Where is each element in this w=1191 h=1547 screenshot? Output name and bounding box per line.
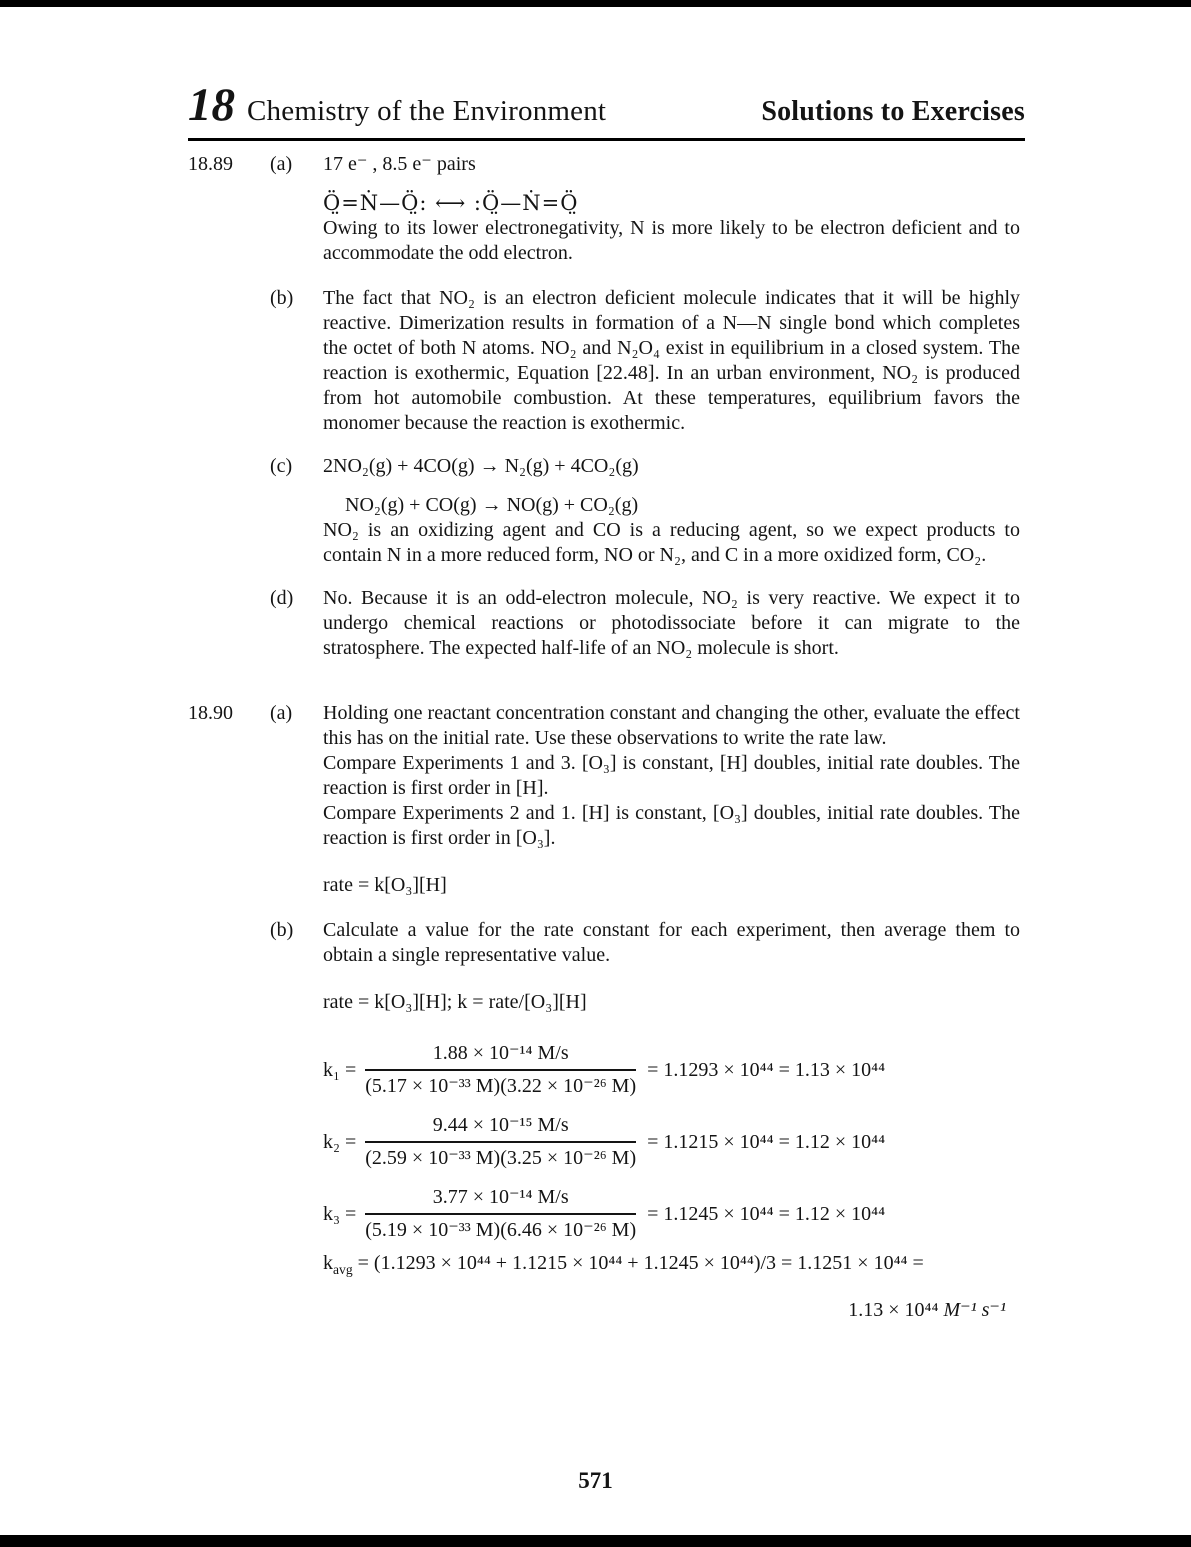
k3-equation — [323, 1185, 1020, 1243]
part-d-content — [323, 586, 1020, 661]
part-label-a: (a) — [270, 702, 293, 724]
k1-denominator: (5.17 × 10⁻³³ M)(3.22 × 10⁻²⁶ M) — [365, 1075, 637, 1097]
problem-1890-part-b — [188, 918, 1022, 1323]
chemical-equation-2: NO₂(g) + CO(g) → NO(g) + CO₂(g) — [345, 494, 639, 516]
part-a-paragraph: Owing to its lower electronegativity, N is more likely to be electron deficient and to accommodate the odd electron. — [323, 217, 1020, 264]
k1-fraction — [365, 1041, 636, 1099]
k2-lhs: k₂ = — [323, 1130, 357, 1153]
k3-fraction — [365, 1185, 636, 1243]
k2-fraction — [365, 1113, 636, 1171]
problem-1890-part-a — [188, 701, 1022, 898]
part-a-paragraph: Holding one reactant concentration constant and changing the other, evaluate the effect this has on the initial rate. Use these observations to write the rate law. — [323, 702, 1020, 749]
solutions-body — [188, 152, 1022, 1323]
problem-1889-part-c — [188, 454, 1022, 568]
part-b-content — [323, 286, 1020, 436]
part-a-content — [323, 701, 1020, 898]
k1-lhs: k₁ = — [323, 1058, 357, 1081]
part-a-content — [323, 152, 1020, 266]
part-c-content — [323, 454, 1020, 568]
k1-numerator: 1.88 × 10⁻¹⁴ M/s — [365, 1041, 636, 1071]
part-label-b: (b) — [270, 919, 294, 941]
k-average-symbol: k — [323, 1252, 333, 1274]
k1-result: = 1.1293 × 10⁴⁴ = 1.13 × 10⁴⁴ — [647, 1058, 886, 1081]
problem-number: 18.90 — [188, 702, 233, 724]
chapter-title: Chemistry of the Environment — [247, 95, 607, 127]
k3-numerator: 3.77 × 10⁻¹⁴ M/s — [365, 1185, 636, 1215]
electron-count-line: 17 e⁻ , 8.5 e⁻ pairs — [323, 153, 476, 175]
chemical-equation-1: 2NO₂(g) + 4CO(g) → N₂(g) + 4CO₂(g) — [323, 455, 639, 477]
k3-result: = 1.1245 × 10⁴⁴ = 1.12 × 10⁴⁴ — [647, 1202, 886, 1225]
lewis-structure: Ö̤=Ṅ—Ö̤: ⟷ :Ö̤—Ṅ=Ö̤ — [323, 191, 579, 215]
part-b-paragraph: The fact that NO₂ is an electron deficient molecule indicates that it will be highly reactive. Dimerization results in formation of a N—N single bond which completes the octet of both N atoms. NO₂ and N₂O₄ exist in equilibrium in a closed system. The reaction is exothermic, Equation [22.48]. In an urban environment, NO₂ is produced from hot automobile combustion. At these temperatures, equilibrium favors the monomer because the reaction is exothermic. — [323, 287, 1020, 434]
part-label-c: (c) — [270, 455, 293, 477]
k2-numerator: 9.44 × 10⁻¹⁵ M/s — [365, 1113, 636, 1143]
rate-law: rate = k[O₃][H] — [323, 874, 447, 896]
rate-constant-expression: rate = k[O₃][H]; k = rate/[O₃][H] — [323, 991, 587, 1013]
final-answer-value: 1.13 × 10⁴⁴ — [848, 1299, 944, 1321]
part-label-b: (b) — [270, 287, 294, 309]
part-c-paragraph: NO₂ is an oxidizing agent and CO is a reducing agent, so we expect products to contain N in a more reduced form, NO or N₂, and C in a more oxidized form, CO₂. — [323, 519, 1020, 566]
final-answer-units: M⁻¹ s⁻¹ — [943, 1299, 1006, 1321]
k2-denominator: (2.59 × 10⁻³³ M)(3.25 × 10⁻²⁶ M) — [365, 1147, 637, 1169]
problem-number: 18.89 — [188, 153, 233, 175]
k1-equation — [323, 1041, 1020, 1099]
part-label-a: (a) — [270, 153, 293, 175]
part-b-paragraph: Calculate a value for the rate constant for each experiment, then average them to obtain a single representative value. — [323, 919, 1020, 966]
k-average-subscript: avg — [333, 1262, 353, 1277]
problem-1889-part-d — [188, 586, 1022, 661]
k-average-equation — [323, 1251, 1020, 1282]
header-section-title: Solutions to Exercises — [761, 96, 1025, 127]
part-label-d: (d) — [270, 587, 294, 609]
k2-result: = 1.1215 × 10⁴⁴ = 1.12 × 10⁴⁴ — [647, 1130, 886, 1153]
page-header — [188, 79, 1025, 141]
page-number: 571 — [578, 1468, 613, 1493]
final-answer — [323, 1298, 1020, 1323]
compare-experiments-2-1: Compare Experiments 2 and 1. [H] is constant, [O₃] doubles, initial rate doubles. The reaction is first order in [O₃]. — [323, 802, 1020, 849]
k2-equation — [323, 1113, 1020, 1171]
part-d-paragraph: No. Because it is an odd-electron molecule, NO₂ is very reactive. We expect it to undergo chemical reactions or photodissociate before it can migrate to the stratosphere. The expected half-life of an NO₂ molecule is short. — [323, 587, 1020, 659]
problem-1889-part-a — [188, 152, 1022, 266]
scan-edge-top — [0, 0, 1191, 7]
scan-edge-bottom — [0, 1535, 1191, 1547]
compare-experiments-1-3: Compare Experiments 1 and 3. [O₃] is constant, [H] doubles, initial rate doubles. The reaction is first order in [H]. — [323, 752, 1020, 799]
k3-lhs: k₃ = — [323, 1202, 357, 1225]
k-average-expression: = (1.1293 × 10⁴⁴ + 1.1215 × 10⁴⁴ + 1.1245 × 10⁴⁴)/3 = 1.1251 × 10⁴⁴ = — [352, 1252, 924, 1274]
k3-denominator: (5.19 × 10⁻³³ M)(6.46 × 10⁻²⁶ M) — [365, 1219, 637, 1241]
chapter-number: 18 — [188, 79, 235, 131]
part-b-content — [323, 918, 1020, 1323]
problem-1889-part-b — [188, 286, 1022, 436]
